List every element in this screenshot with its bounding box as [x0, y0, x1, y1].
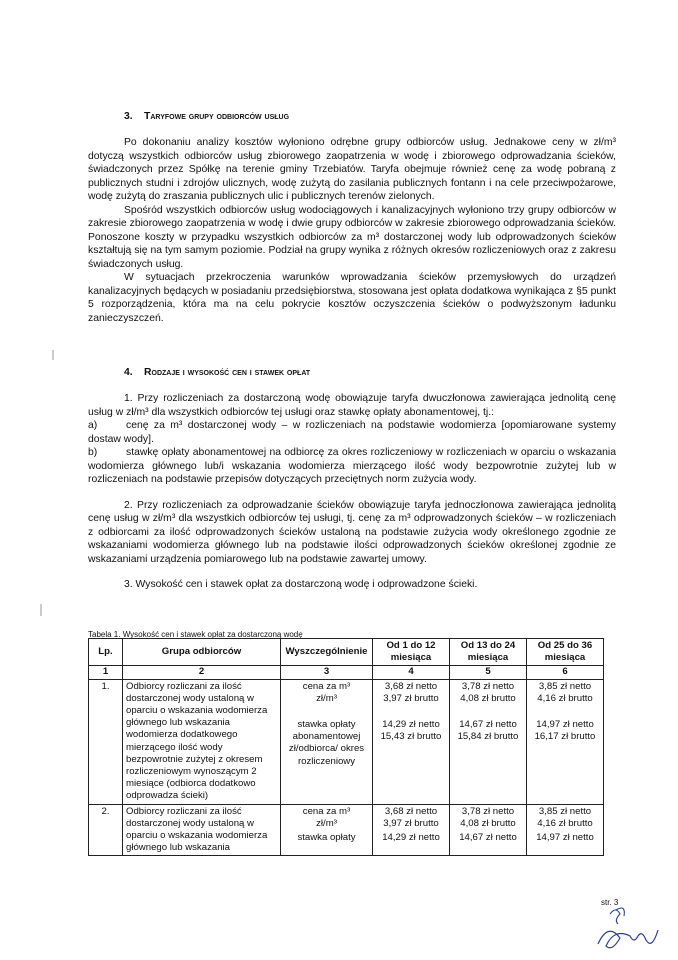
table-header-row	[89, 639, 604, 666]
spec-price-label: cena za m³ zł/m³	[302, 680, 351, 704]
row-number: 1.	[89, 679, 123, 804]
column-number-row	[89, 666, 604, 679]
customer-group-cell: Odbiorcy rozliczani za ilość dostarczonej wody ustaloną w oparciu o wskazania wodomierza głównego lub wskazania wodomierza dodatkowego mierzącego ilość wody bezpowrotnie zużytej z okresem rozliczeniowym wynoszącym 2 miesiące (odbiorca dodatkowo odprowadza ścieki)	[123, 679, 281, 804]
spec-fee-label: stawka opłaty abonamentowej zł/odbiorca/ okres rozliczeniowy	[288, 719, 365, 767]
scan-mark	[52, 350, 54, 360]
section-3-number: 3.	[124, 111, 133, 122]
price-net: 3,85 zł netto	[538, 680, 592, 692]
point-3: 3. Wysokość cen i stawek opłat za dostarczoną wodę i odprowadzone ścieki.	[124, 579, 478, 590]
list-item-a	[88, 419, 616, 446]
page-number: str. 3	[601, 898, 619, 907]
list-item-a-label: a)	[88, 420, 98, 431]
paragraph: W sytuacjach przekroczenia warunków wprowadzania ścieków przemysłowych do urządzeń kanalizacyjnych będących w posiadaniu przedsiębiorstwa, stosowana jest opłata dodatkowa wynikająca z §5 punkt 5 rozporządzenia, która ma na celu pokrycie kosztów oczyszczenia ścieków o podwyższonym ładunku zanieczyszczeń.	[88, 272, 616, 324]
column-number: 4	[373, 666, 450, 679]
list-item-b-label: b)	[88, 447, 98, 458]
section-3-heading	[124, 110, 289, 124]
paragraph: Spośród wszystkich odbiorców usług wodociągowych i kanalizacyjnych wyłoniono trzy grupy odbiorców w zakresie zbiorowego zaopatrzenia w wodę i dwie grupy odbiorców w zakresie zbiorowego odprowadzania ścieków. Ponoszone koszty w przypadku wszystkich odbiorców za m³ dostarczonej wody lub odprowadzonych ścieków kształtują się na tym samym poziomie. Podział na grupy wynika z różnych okresów rozliczeniowych oraz z zakresu świadczonych usług.	[88, 204, 616, 270]
fee-gross: 15,43 zł brutto	[380, 731, 442, 743]
point-2: 2. Przy rozliczeniach za odprowadzanie ścieków obowiązuje taryfa jednoczłonowa zawierająca jednolitą cenę usług w zł/m³ dla wszystkich odbiorców tej usługi, tj. cenę za m³ odprowadzonych ścieków – w rozliczeniach z odbiorcami za ilość odprowadzonych ścieków ustaloną na podstawie zużycia wody określonego zgodnie ze wskazaniami wodomierza głównego lub na podstawie ilości odprowadzonych ścieków określonej zgodnie ze wskazaniami urządzenia pomiarowego lub na podstawie zawartej umowy.	[88, 499, 616, 565]
section-3-body	[88, 136, 616, 325]
fee-net: 14,67 zł netto	[459, 832, 517, 844]
specification-cell	[281, 804, 373, 856]
handwritten-signature	[588, 904, 668, 958]
fee-net: 14,97 zł netto	[536, 832, 594, 844]
list-item-b	[88, 446, 616, 487]
table-row	[89, 804, 604, 856]
price-gross: 3,97 zł brutto	[383, 692, 439, 704]
price-cell	[373, 679, 450, 804]
spec-price-label: cena za m³ zł/m³	[302, 805, 351, 829]
price-gross: 3,97 zł brutto	[383, 817, 439, 829]
price-cell	[527, 804, 604, 856]
spec-fee-label: stawka opłaty	[297, 832, 356, 844]
section-3-title: Taryfowe grupy odbiorców usług	[144, 111, 290, 122]
section-4-body	[88, 392, 616, 592]
fee-net: 14,29 zł netto	[382, 719, 440, 731]
section-4-title: Rodzaje i wysokość cen i stawek opłat	[144, 367, 311, 378]
price-net: 3,78 zł netto	[461, 680, 515, 692]
price-gross: 4,08 zł brutto	[460, 817, 516, 829]
price-gross: 4,08 zł brutto	[460, 692, 516, 704]
column-number: 5	[450, 666, 527, 679]
price-cell	[373, 804, 450, 856]
fee-net: 14,67 zł netto	[459, 719, 517, 731]
price-cell	[450, 804, 527, 856]
column-number: 1	[89, 666, 123, 679]
specification-cell	[281, 679, 373, 804]
fee-net: 14,97 zł netto	[536, 719, 594, 731]
price-net: 3,68 zł netto	[384, 680, 438, 692]
price-net: 3,78 zł netto	[461, 805, 515, 817]
price-net: 3,85 zł netto	[538, 805, 592, 817]
row-number: 2.	[89, 804, 123, 856]
price-gross: 4,16 zł brutto	[537, 692, 593, 704]
section-4-heading	[124, 366, 310, 380]
header-cell: Od 13 do 24 miesiąca	[450, 639, 527, 666]
header-cell: Od 25 do 36 miesiąca	[527, 639, 604, 666]
table-row	[89, 679, 604, 804]
column-number: 2	[123, 666, 281, 679]
scan-mark	[40, 604, 42, 616]
header-cell: Od 1 do 12 miesiąca	[373, 639, 450, 666]
list-item-b-text: stawkę opłaty abonamentowej na odbiorcę za okres rozliczeniowy w rozliczeniach w oparciu o wskazania wodomierza głównego lub/i wskazania wodomierza mierzącego ilość wody bezpowrotnie zużytej lub w rozliczeniach na podstawie przepisów dotyczących przeciętnych norm zużycia wody.	[88, 447, 616, 485]
table-caption: Tabela 1. Wysokość cen i stawek opłat za dostarczoną wodę	[88, 630, 303, 639]
customer-group-cell: Odbiorcy rozliczani za ilość dostarczonej wody ustaloną w oparciu o wskazania wodomierza głównego lub wskazania	[123, 804, 281, 856]
fee-net: 14,29 zł netto	[382, 832, 440, 844]
list-item-a-text: cenę za m³ dostarczonej wody – w rozliczeniach na podstawie wodomierza [opomiarowane systemy dostaw wody].	[88, 420, 616, 445]
tariff-table	[88, 638, 604, 856]
paragraph: Po dokonaniu analizy kosztów wyłoniono odrębne grupy odbiorców usług. Jednakowe ceny w zł/m³ dotyczą wszystkich odbiorców usług zbiorowego zaopatrzenia w wodę i zbiorowego odprowadzania ścieków, świadczonych przez Spółkę na terenie gminy Trzebiatów. Taryfa obejmuje również cenę za wodę pobraną z publicznych studni i zdrojów ulicznych, wodę zużytą do zasilania publicznych fontann i na cele przeciwpożarowe, wodę zużytą do zraszania publicznych ulic i publicznych terenów zielonych.	[88, 137, 616, 202]
header-cell: Wyszczególnienie	[281, 639, 373, 666]
price-net: 3,68 zł netto	[384, 805, 438, 817]
section-4-number: 4.	[124, 367, 133, 378]
header-cell: Lp.	[89, 639, 123, 666]
column-number: 6	[527, 666, 604, 679]
fee-gross: 16,17 zł brutto	[534, 731, 596, 743]
point-1: 1. Przy rozliczeniach za dostarczoną wodę obowiązuje taryfa dwuczłonowa zawierająca jednolitą cenę usług w zł/m³ dla wszystkich odbiorców tej usługi oraz stawkę opłaty abonamentowej, tj.:	[88, 393, 616, 418]
price-cell	[527, 679, 604, 804]
fee-gross: 15,84 zł brutto	[457, 731, 519, 743]
price-cell	[450, 679, 527, 804]
header-cell: Grupa odbiorców	[123, 639, 281, 666]
column-number: 3	[281, 666, 373, 679]
price-gross: 4,16 zł brutto	[537, 817, 593, 829]
